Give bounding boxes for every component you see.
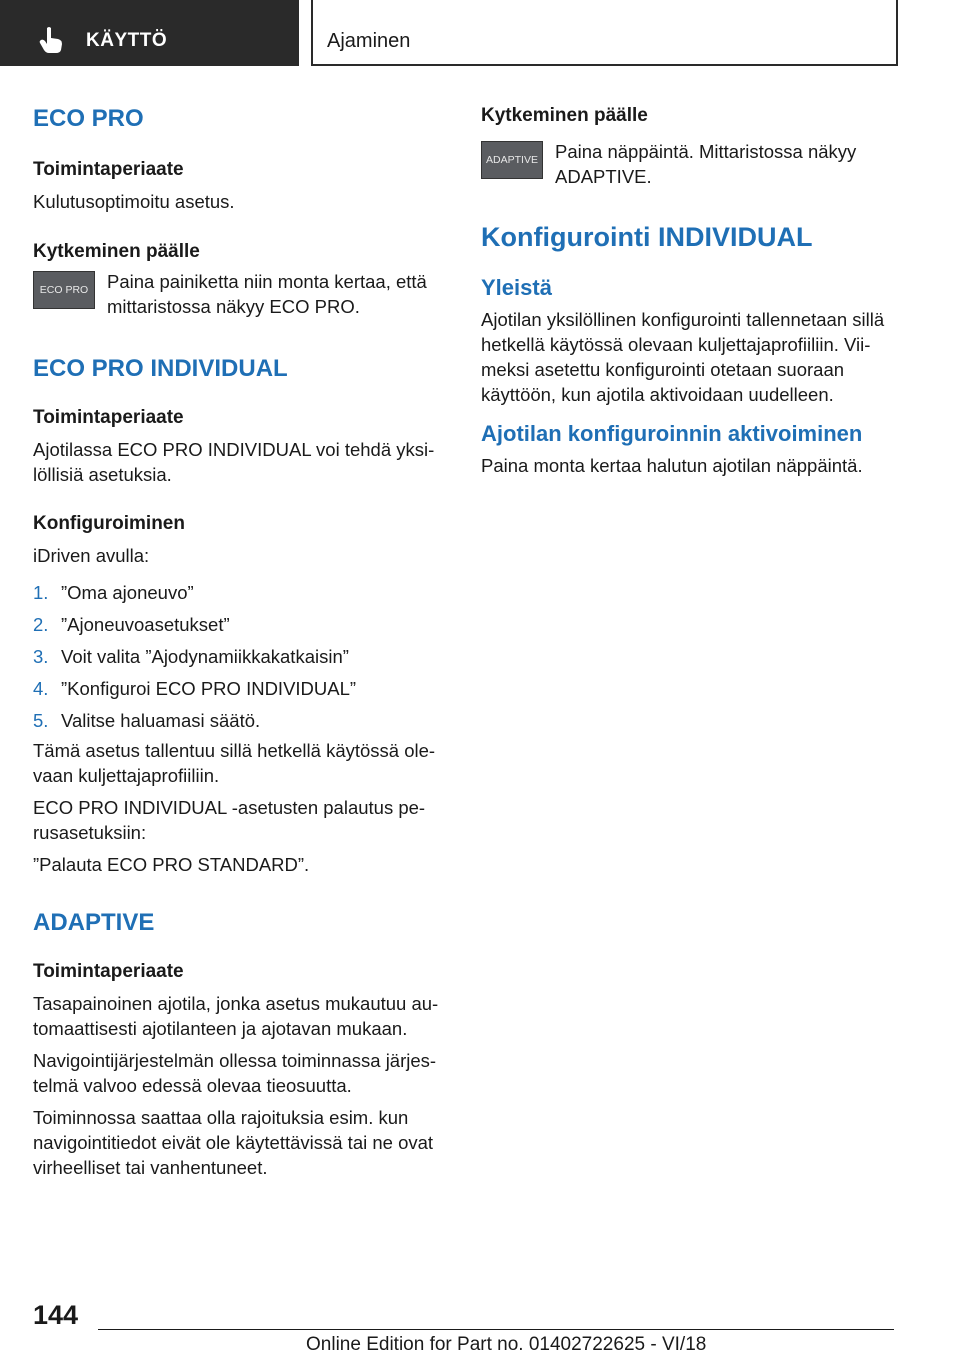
- general-title: Yleistä: [481, 275, 552, 300]
- adaptive-button-image: ADAPTIVE: [481, 141, 543, 179]
- right-column: [481, 100, 901, 478]
- eco-pro-switch-text: Paina painiketta niin monta kertaa, että mittaristossa näkyy ECO PRO.: [107, 271, 427, 317]
- adaptive-title: ADAPTIVE: [33, 909, 155, 936]
- footer-divider: [98, 1329, 894, 1330]
- page-number: 144: [33, 1300, 79, 1330]
- general-text: Ajotilan yksilöllinen konfigurointi tallennetaan sillä hetkellä käytössä olevaan kuljettajaprofiiliin. Vii-meksi asetettu konfigurointi otetaan suoraan käyttöön, kun ajotila aktivoidaan uudelleen.: [481, 309, 885, 405]
- eco-pro-principle-text: Kulutusoptimoitu asetus.: [33, 191, 235, 212]
- adaptive-switch-heading: Kytkeminen päälle: [481, 105, 648, 126]
- chapter-tab: [311, 0, 898, 66]
- eco-pro-individual-principle-heading: Toimintaperiaate: [33, 407, 184, 428]
- list-item: 1. ”Oma ajoneuvo”: [33, 582, 194, 603]
- note-reset: ECO PRO INDIVIDUAL -asetusten palautus pe-rusasetuksiin:: [33, 797, 426, 843]
- eco-pro-principle-heading: Toimintaperiaate: [33, 159, 184, 180]
- list-item: 2. ”Ajoneuvoasetukset”: [33, 614, 230, 635]
- note-profile: Tämä asetus tallentuu sillä hetkellä käytössä ole-vaan kuljettajaprofiiliin.: [33, 740, 436, 786]
- activate-title: Ajotilan konfiguroinnin aktivoiminen: [481, 421, 863, 446]
- edition-text: Online Edition for Part no. 01402722625 - VI/18: [306, 1334, 707, 1355]
- hand-pointer-icon: [38, 26, 64, 54]
- list-item: 4. ”Konfiguroi ECO PRO INDIVIDUAL”: [33, 678, 357, 699]
- note-reset-option: ”Palauta ECO PRO STANDARD”.: [33, 854, 310, 875]
- chapter-label: Ajaminen: [327, 30, 411, 52]
- adaptive-p2: Navigointijärjestelmän ollessa toiminnassa järjes-telmä valvoo edessä olevaa tieosuutta.: [33, 1050, 437, 1096]
- eco-pro-individual-principle-text: Ajotilassa ECO PRO INDIVIDUAL voi tehdä yksi-löllisiä asetuksia.: [33, 439, 435, 485]
- section-label: KÄYTTÖ: [86, 30, 168, 51]
- page-header: [0, 0, 960, 66]
- adaptive-switch-text: Paina näppäintä. Mittaristossa näkyy ADAPTIVE.: [555, 141, 857, 187]
- adaptive-p1: Tasapainoinen ajotila, jonka asetus mukautuu au-tomaattisesti ajotilanteen ja ajotavan mukaan.: [33, 993, 439, 1039]
- config-heading: Konfiguroiminen: [33, 513, 185, 534]
- adaptive-switch-row: [481, 139, 901, 189]
- activate-text: Paina monta kertaa halutun ajotilan näppäintä.: [481, 455, 863, 476]
- section-tab: [0, 0, 299, 66]
- list-item: 3. Voit valita ”Ajodynamiikkakatkaisin”: [33, 646, 349, 667]
- adaptive-principle-heading: Toimintaperiaate: [33, 961, 184, 982]
- eco-pro-individual-title: ECO PRO INDIVIDUAL: [33, 355, 288, 382]
- eco-pro-title: ECO PRO: [33, 105, 144, 132]
- list-item: 5. Valitse haluamasi säätö.: [33, 710, 261, 731]
- config-steps: [33, 580, 448, 733]
- config-individual-title: Konfigurointi INDIVIDUAL: [481, 222, 813, 252]
- eco-pro-button-image: ECO PRO: [33, 271, 95, 309]
- eco-pro-switch-heading: Kytkeminen päälle: [33, 241, 200, 262]
- adaptive-p3: Toiminnossa saattaa olla rajoituksia esim. kun navigointitiedot eivät ole käytettävissä tai ne ovat virheelliset tai vanhentuneet.: [33, 1107, 434, 1178]
- eco-pro-switch-row: [33, 269, 448, 319]
- left-column: [33, 100, 448, 1180]
- config-intro: iDriven avulla:: [33, 545, 150, 566]
